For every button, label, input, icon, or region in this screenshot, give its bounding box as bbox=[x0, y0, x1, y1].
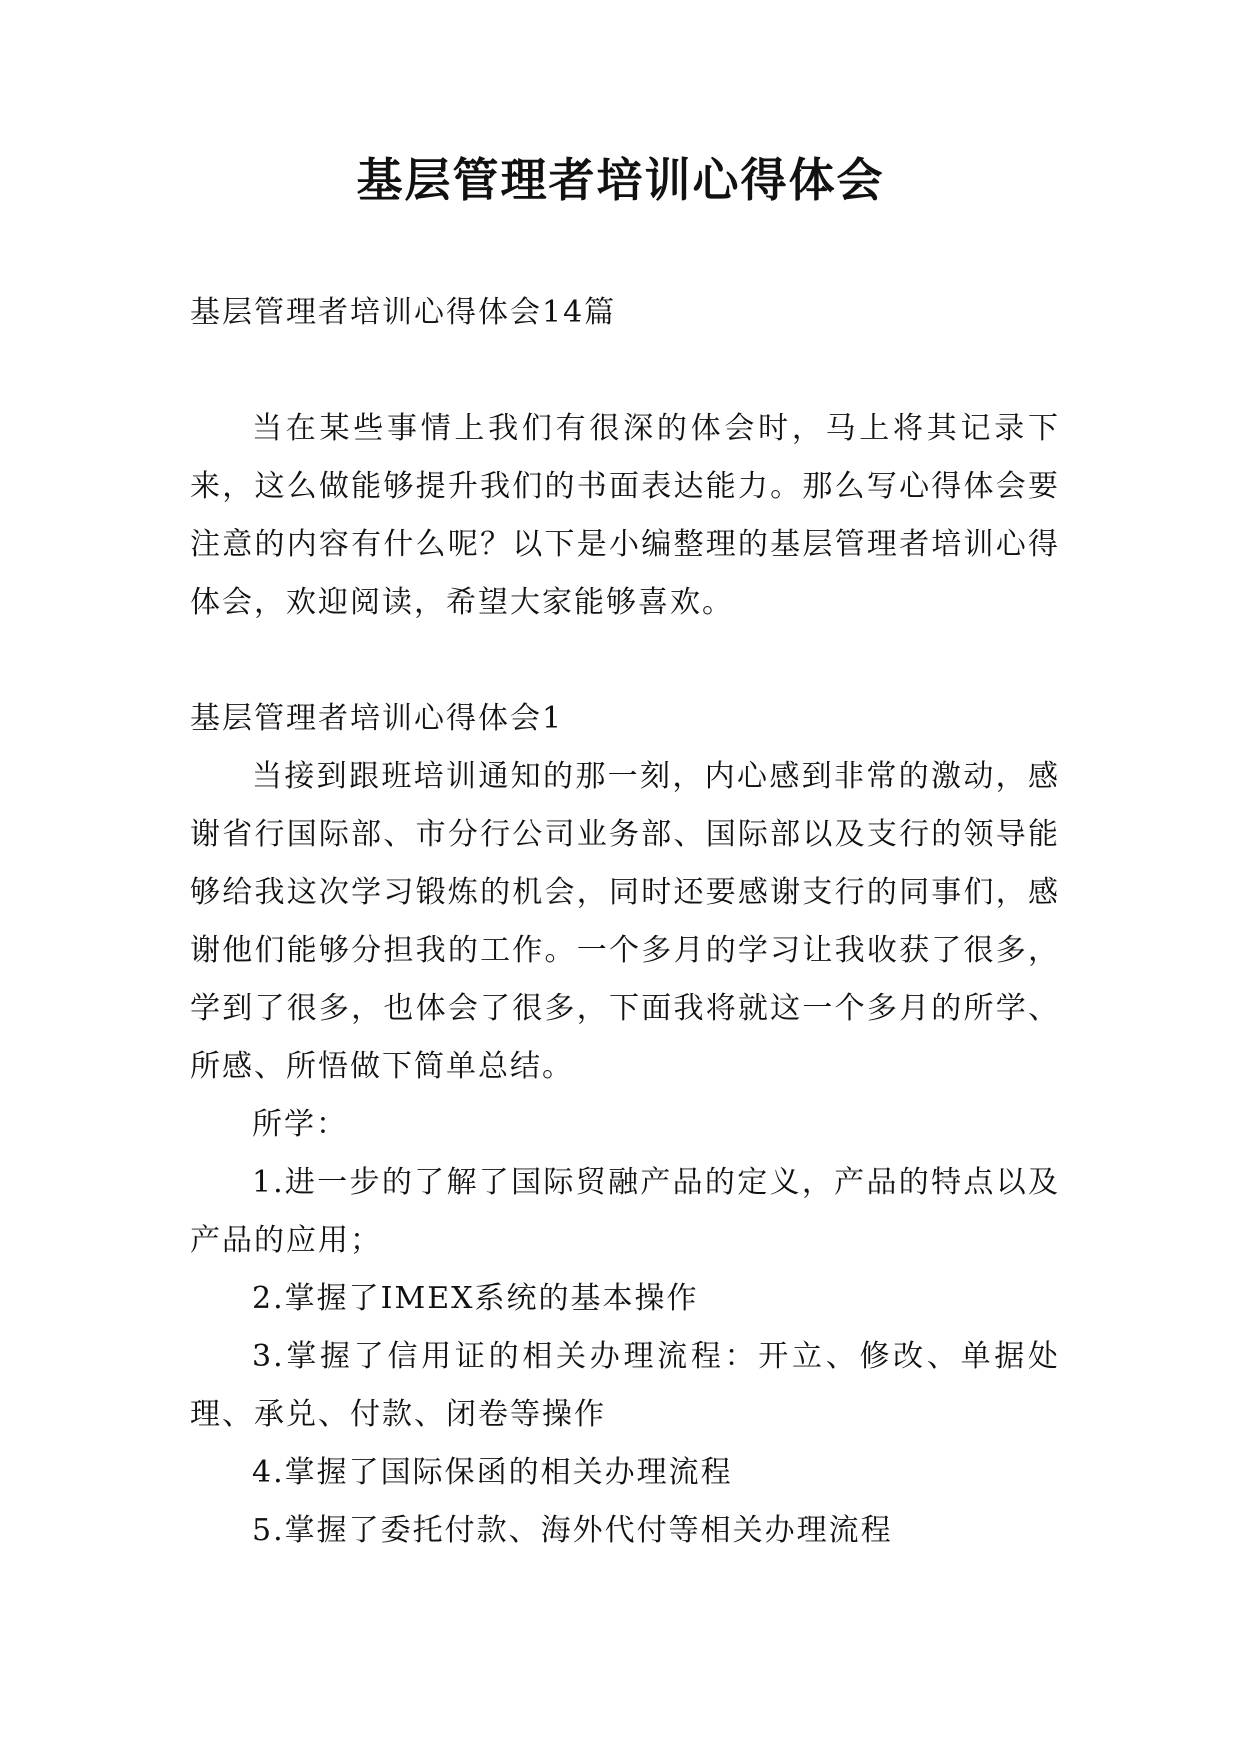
section-heading: 基层管理者培训心得体会1 bbox=[190, 701, 564, 736]
document-body bbox=[190, 284, 1060, 1560]
intro-paragraph: 当在某些事情上我们有很深的体会时，马上将其记录下来，这么做能够提升我们的书面表达能力。那么写心得体会要注意的内容有什么呢？以下是小编整理的基层管理者培训心得体会，欢迎阅读，希望大家能够喜欢。 bbox=[190, 411, 1060, 620]
learned-label: 所学： bbox=[252, 1107, 348, 1142]
document-subtitle: 基层管理者培训心得体会14篇 bbox=[190, 295, 617, 330]
section-paragraph: 当接到跟班培训通知的那一刻，内心感到非常的激动，感谢省行国际部、市分行公司业务部、国际部以及支行的领导能够给我这次学习锻炼的机会，同时还要感谢支行的同事们，感谢他们能够分担我的工作。一个多月的学习让我收获了很多，学到了很多，也体会了很多，下面我将就这一个多月的所学、所感、所悟做下简单总结。 bbox=[190, 759, 1060, 1084]
list-item: 5.掌握了委托付款、海外代付等相关办理流程 bbox=[252, 1513, 893, 1548]
list-item: 3.掌握了信用证的相关办理流程：开立、修改、单据处理、承兑、付款、闭卷等操作 bbox=[190, 1339, 1060, 1432]
list-item: 2.掌握了IMEX系统的基本操作 bbox=[252, 1281, 699, 1316]
document-title: 基层管理者培训心得体会 bbox=[356, 153, 885, 207]
list-item: 4.掌握了国际保函的相关办理流程 bbox=[252, 1455, 733, 1490]
list-item: 1.进一步的了解了国际贸融产品的定义，产品的特点以及产品的应用； bbox=[190, 1165, 1060, 1258]
